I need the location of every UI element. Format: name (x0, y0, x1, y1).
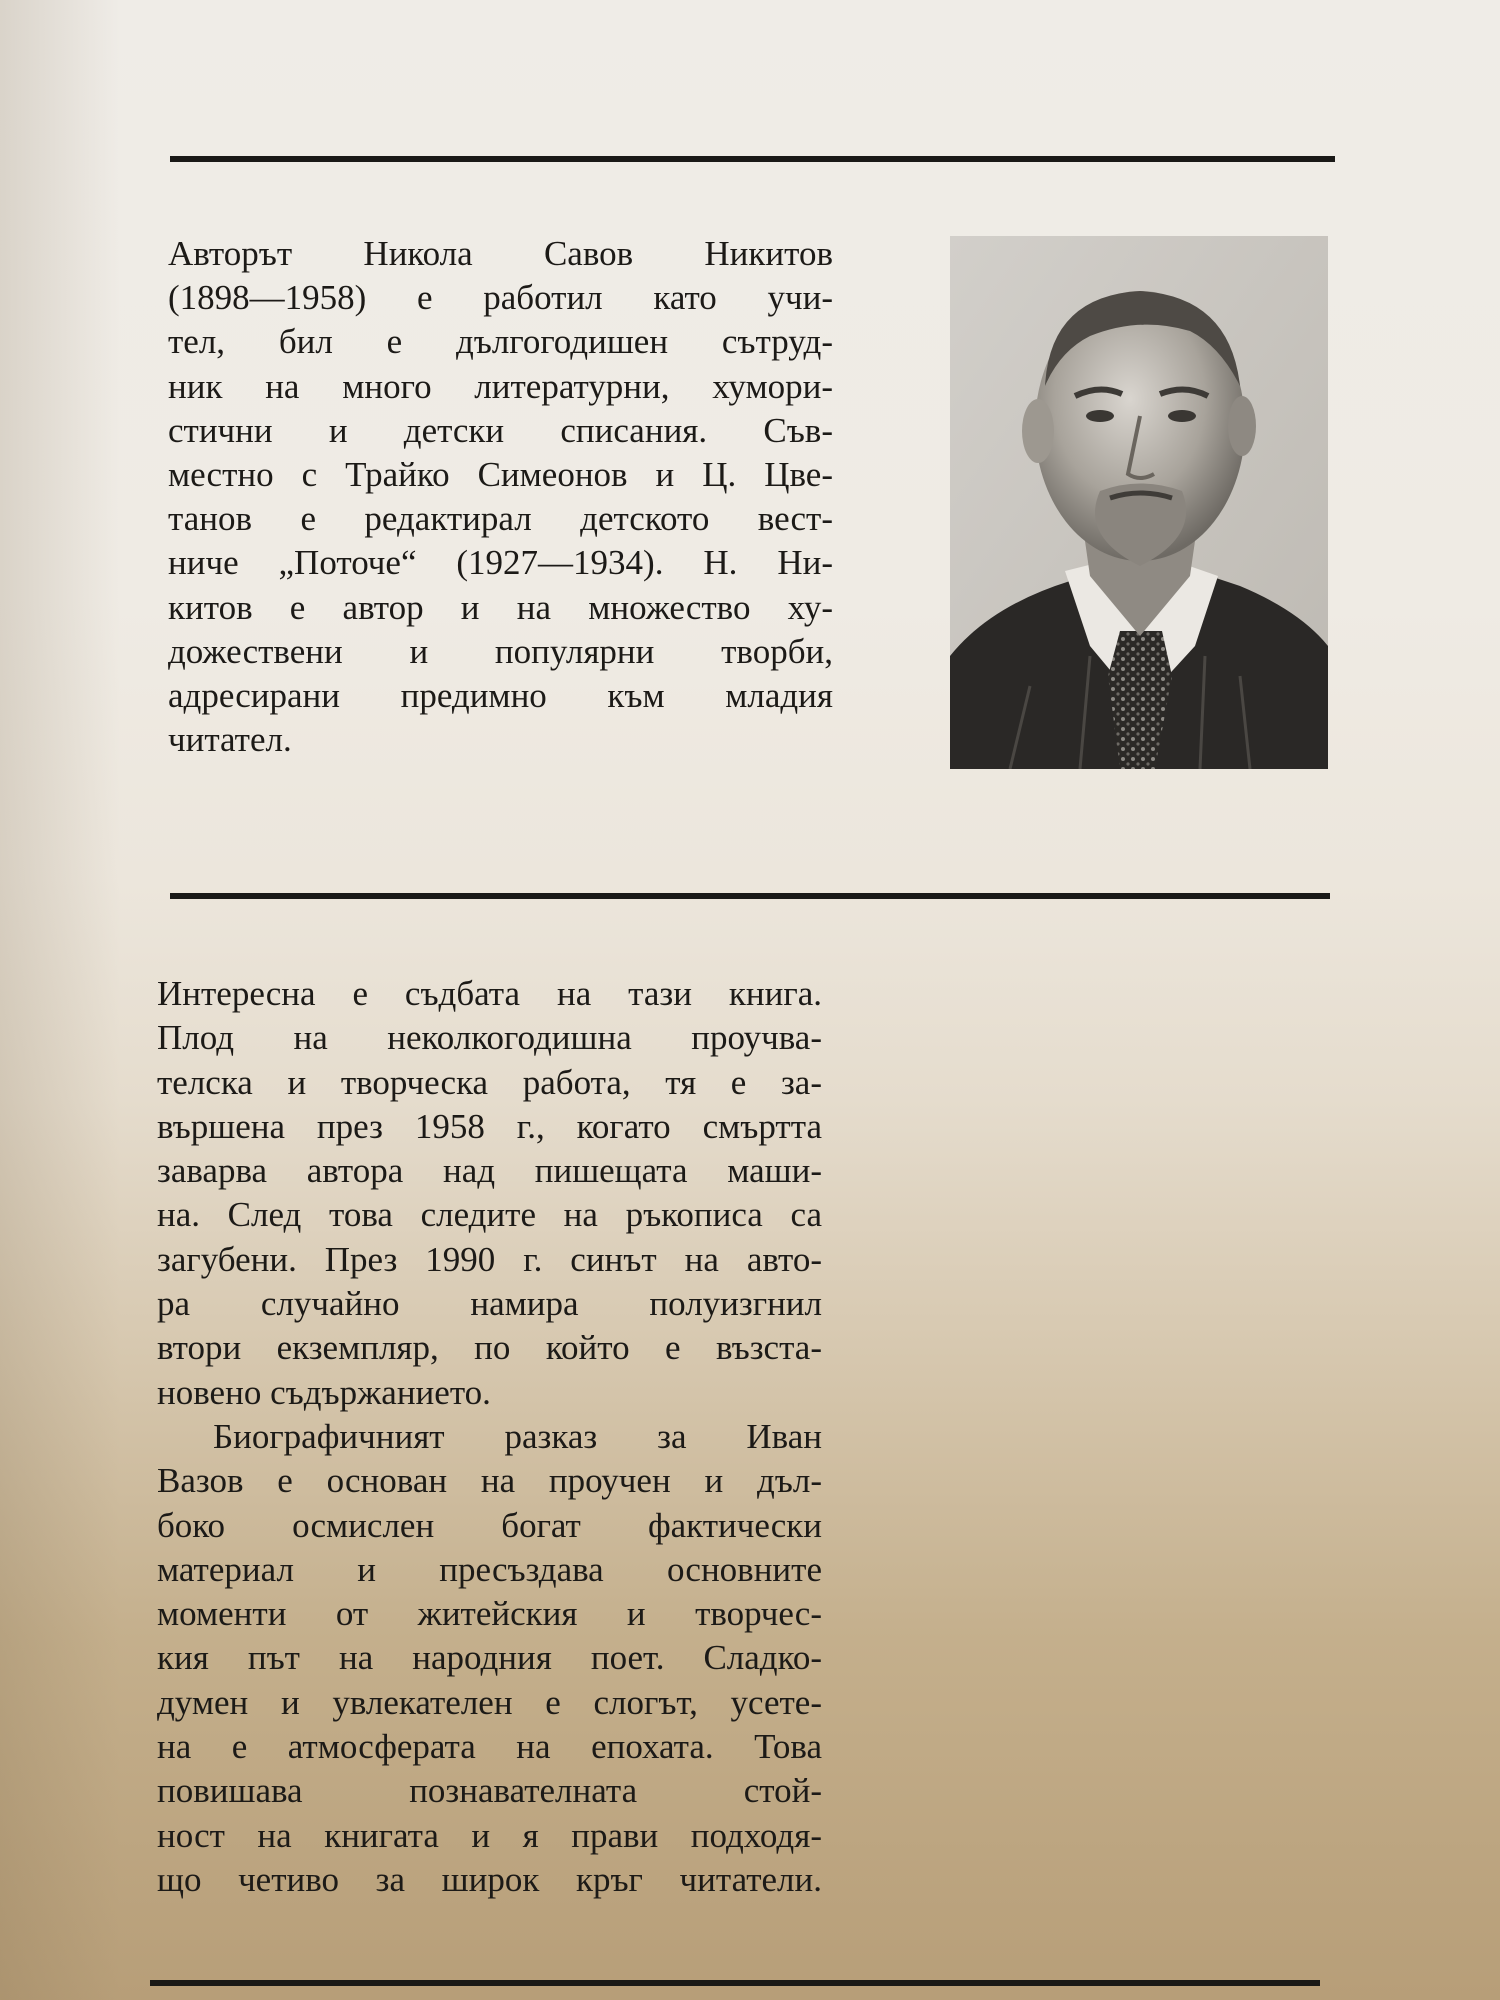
bio-line: местно с Трайко Симеонов и Ц. Цве- (168, 455, 833, 495)
bio-line: танов е редактирал детското вест- (168, 499, 833, 539)
description-line: ност на книгата и я прави подходя- (157, 1815, 822, 1855)
bio-line: Авторът Никола Савов Никитов (168, 234, 833, 273)
bottom-rule (150, 1980, 1320, 1986)
description-line: Плод на неколкогодишна проучва- (157, 1018, 822, 1058)
description-line: новено съдържанието. (157, 1372, 491, 1412)
middle-rule (170, 893, 1330, 899)
description-line: боко осмислен богат фактически (157, 1505, 822, 1545)
description-line: втори екземпляр, по който е възста- (157, 1328, 822, 1368)
page-shadow (0, 0, 120, 2000)
bio-line: ниче „Поточе“ (1927—1934). Н. Ни- (168, 543, 833, 583)
description-line: телска и творческа работа, тя е за- (157, 1062, 822, 1102)
bio-line: дожествени и популярни творби, (168, 631, 833, 671)
description-line: що четиво за широк кръг читатели. (157, 1859, 822, 1899)
description-line: Биографичният разказ за Иван (213, 1416, 822, 1456)
description-line: на. След това следите на ръкописа са (157, 1195, 822, 1235)
description-line: повишава познавателната стой- (157, 1771, 822, 1811)
description-line: вършена през 1958 г., когато смъртта (157, 1106, 822, 1146)
description-line: материал и пресъздава основните (157, 1549, 822, 1589)
bio-line: китов е автор и на множество ху- (168, 587, 833, 627)
description-line: на е атмосферата на епохата. Това (157, 1727, 822, 1767)
description-line: Интересна е съдбата на тази книга. (157, 974, 822, 1013)
bio-line: стични и детски списания. Съв- (168, 410, 833, 450)
top-rule (170, 156, 1335, 162)
bio-line: ник на много литературни, хумори- (168, 366, 833, 406)
portrait-icon (950, 236, 1328, 769)
description-line: думен и увлекателен е слогът, усете- (157, 1682, 822, 1722)
author-bio (168, 232, 833, 762)
description-line: заварва автора над пишещата маши- (157, 1151, 822, 1191)
description-line: моменти от житейския и творчес- (157, 1594, 822, 1634)
bio-line: (1898—1958) е работил като учи- (168, 278, 833, 318)
book-description (157, 972, 822, 1902)
description-line: Вазов е основан на проучен и дъл- (157, 1461, 822, 1501)
bio-line: тел, бил е дългогодишен сътруд- (168, 322, 833, 362)
description-line: кия път на народния поет. Сладко- (157, 1638, 822, 1678)
bio-line: адресирани предимно към младия (168, 676, 833, 716)
author-portrait (950, 236, 1328, 769)
description-line: загубени. През 1990 г. синът на авто- (157, 1239, 822, 1279)
bio-line: читател. (168, 720, 292, 760)
description-line: ра случайно намира полуизгнил (157, 1284, 822, 1324)
